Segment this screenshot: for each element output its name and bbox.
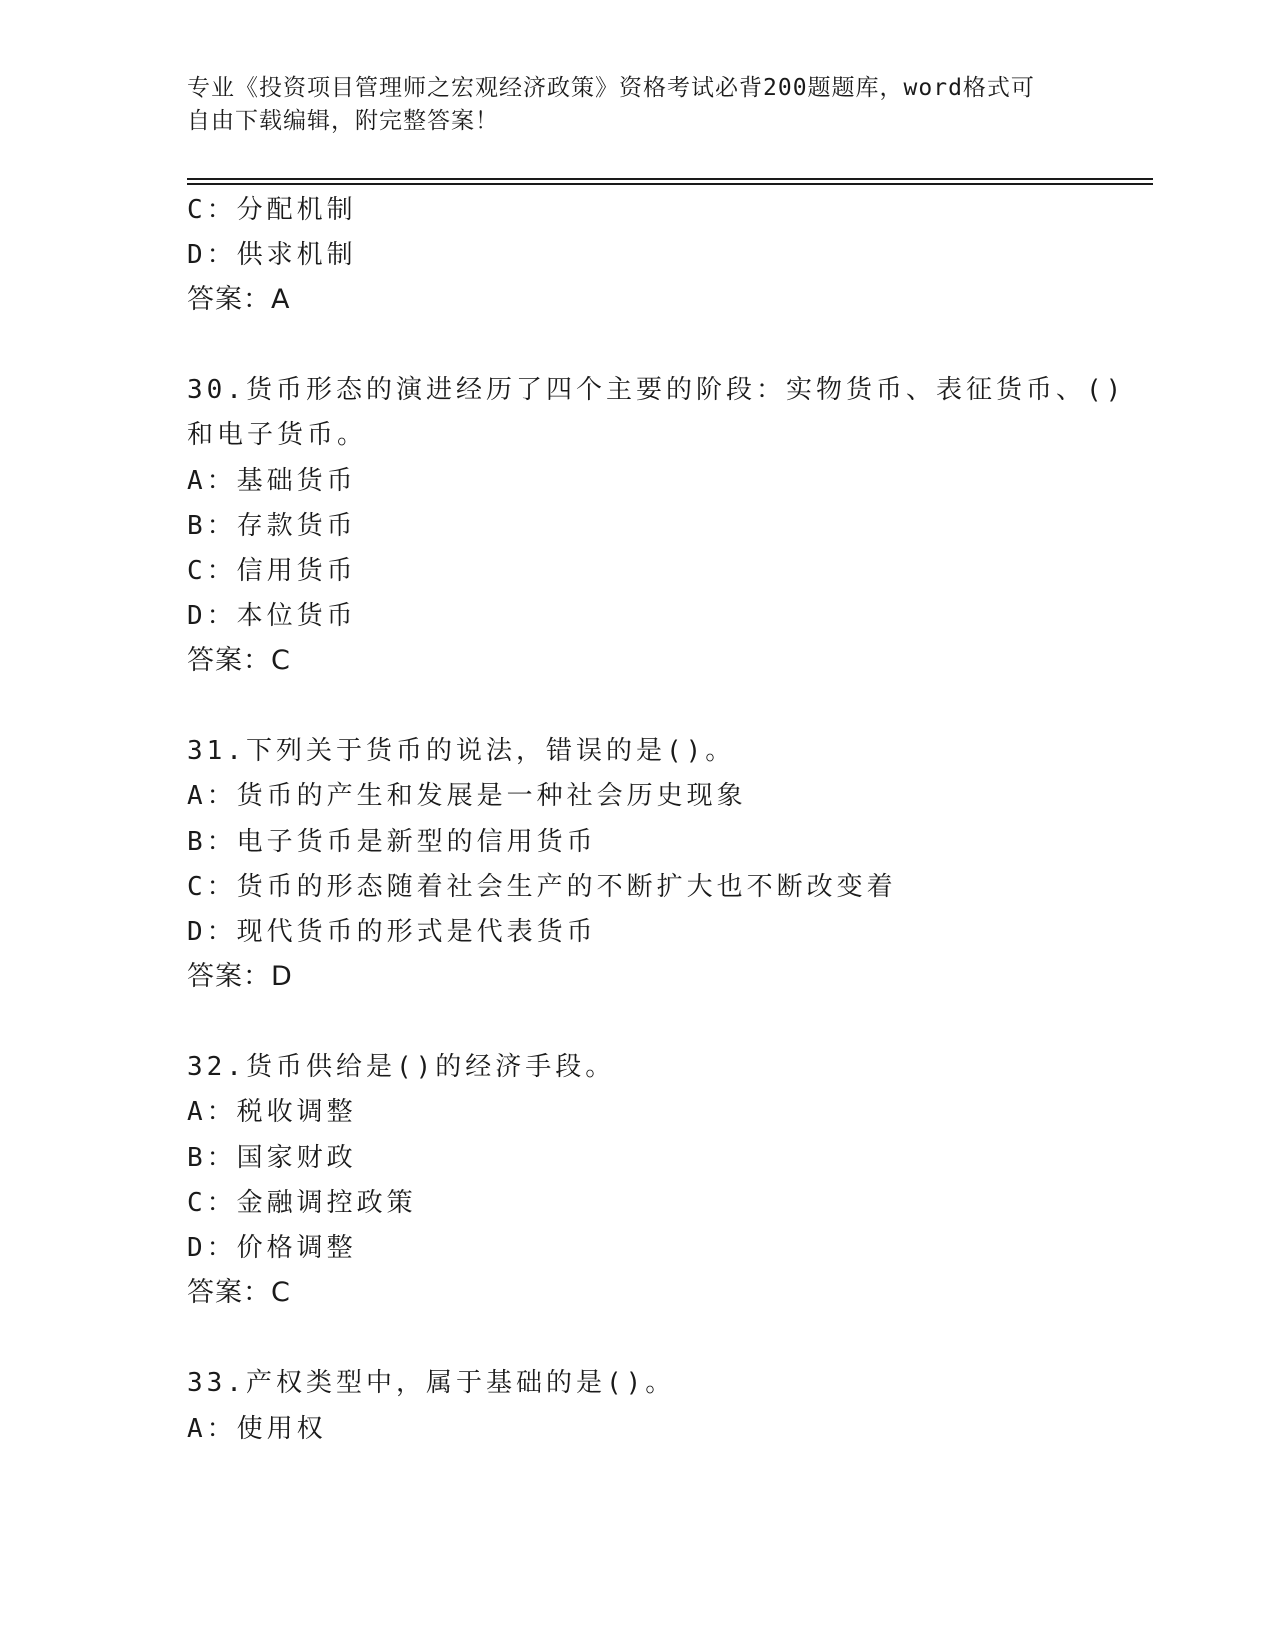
- q32-option-a: A：税收调整: [187, 1097, 357, 1127]
- document-header: [187, 72, 1087, 138]
- q31-option-d: D：现代货币的形式是代表货币: [187, 917, 597, 947]
- q32-answer: 答案：C: [187, 1277, 291, 1308]
- q30-stem-line-1: 30.货币形态的演进经历了四个主要的阶段：实物货币、表征货币、(): [187, 375, 1126, 405]
- q30-option-a: A：基础货币: [187, 466, 357, 496]
- q32-option-d: D：价格调整: [187, 1233, 357, 1263]
- q29-answer: 答案：A: [187, 284, 291, 315]
- q30-answer: 答案：C: [187, 645, 291, 676]
- q31-stem: 31.下列关于货币的说法，错误的是()。: [187, 736, 736, 766]
- q30-option-c: C：信用货币: [187, 556, 357, 586]
- q31-option-a: A：货币的产生和发展是一种社会历史现象: [187, 781, 747, 811]
- q30-option-b: B：存款货币: [187, 511, 357, 541]
- q30-option-d: D：本位货币: [187, 601, 357, 631]
- header-divider-bottom: [187, 183, 1153, 185]
- q31-answer: 答案：D: [187, 961, 293, 992]
- header-line-1: 专业《投资项目管理师之宏观经济政策》资格考试必背200题题库，word格式可: [187, 75, 1035, 101]
- q32-option-c: C：金融调控政策: [187, 1188, 417, 1218]
- q31-option-c: C：货币的形态随着社会生产的不断扩大也不断改变着: [187, 872, 897, 902]
- header-line-2: 自由下载编辑，附完整答案！: [187, 108, 499, 134]
- q32-option-b: B：国家财政: [187, 1143, 357, 1173]
- header-divider-top: [187, 178, 1153, 180]
- q32-stem: 32.货币供给是()的经济手段。: [187, 1052, 616, 1082]
- q33-option-a: A：使用权: [187, 1414, 327, 1444]
- q33-stem: 33.产权类型中，属于基础的是()。: [187, 1368, 676, 1398]
- q29-option-c: C：分配机制: [187, 195, 357, 225]
- q30-stem-line-2: 和电子货币。: [187, 420, 368, 450]
- q31-option-b: B：电子货币是新型的信用货币: [187, 827, 597, 857]
- q29-option-d: D：供求机制: [187, 240, 357, 270]
